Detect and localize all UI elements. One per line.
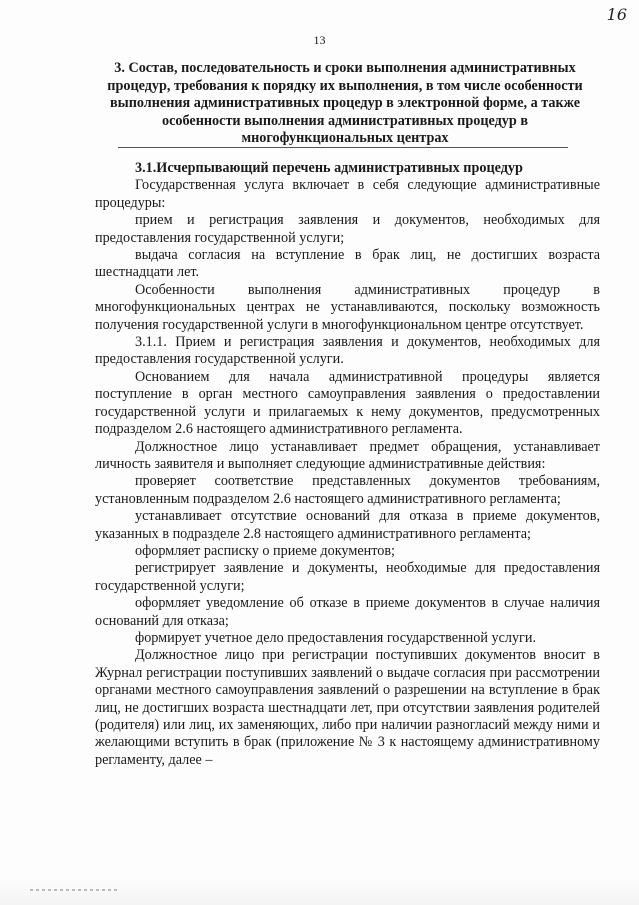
paragraph-9: устанавливает отсутствие оснований для отказа в приеме документов, указанных в подразделе 2.8 настоящего административного регламента; [95,508,600,542]
paragraph-13: формирует учетное дело предоставления государственной услуги. [135,629,537,646]
paragraph-8: проверяет соответствие представленных документов требованиям, установленным подразделом 2.6 настоящего административного регламента; [95,473,600,507]
paragraph-6: Основанием для начала административной процедуры является поступление в орган местного самоуправления заявления о предоставлении государственной услуги и прилагаемых к нему документов, предусмотренных подразделом 2.6 настоящего административного регламента. [95,368,600,438]
paragraph-12: оформляет уведомление об отказе в приеме документов в случае наличия оснований для отказа; [95,595,600,629]
scan-shadow [0,877,639,905]
paragraph-14: Должностное лицо при регистрации поступивших документов вносит в Журнал регистрации поступивших заявлений о выдаче согласия при рассмотрении органами местного самоуправления заявлений о разрешении на вступление в брак лиц, не достигших возраста шестнадцати лет, при отсутствии заявления родителей (родителя) или лиц, их заменяющих, либо при наличии разногласий между ними и желающими вступить в брак (приложение № 3 к настоящему административному регламенту, далее – [95,647,600,768]
paragraph-7: Должностное лицо устанавливает предмет обращения, устанавливает личность заявителя и выполняет следующие административные действия: [95,438,600,472]
paragraph-5: 3.1.1. Прием и регистрация заявления и документов, необходимых для предоставления государственной услуги. [95,334,600,368]
subsection-heading: 3.1.Исчерпывающий перечень административных процедур [135,160,523,176]
paragraph-1: Государственная услуга включает в себя следующие административные процедуры: [95,177,600,211]
page-number: 13 [313,33,326,47]
heading-underline [118,147,568,148]
paragraph-2: прием и регистрация заявления и документов, необходимых для предоставления государственной услуги; [95,212,600,246]
paragraph-4: Особенности выполнения административных процедур в многофункциональных центрах не устанавливаются, поскольку возможность получения государственной услуги в многофункциональном центре отсутствует. [95,281,600,333]
document-body [95,160,600,769]
handwritten-page-mark: 16 [606,5,627,24]
paragraph-11: регистрирует заявление и документы, необходимые для предоставления государственной услуги; [95,560,600,594]
paragraph-10: оформляет расписку о приеме документов; [135,542,395,559]
section-heading: 3. Состав, последовательность и сроки выполнения административных процедур, требования к порядку их выполнения, в том числе особенности выполнения административных процедур в электронной форме, а также особенности выполнения административных процедур в многофункциональных центрах [107,60,583,147]
paragraph-3: выдача согласия на вступление в брак лиц, не достигших возраста шестнадцати лет. [95,247,600,281]
